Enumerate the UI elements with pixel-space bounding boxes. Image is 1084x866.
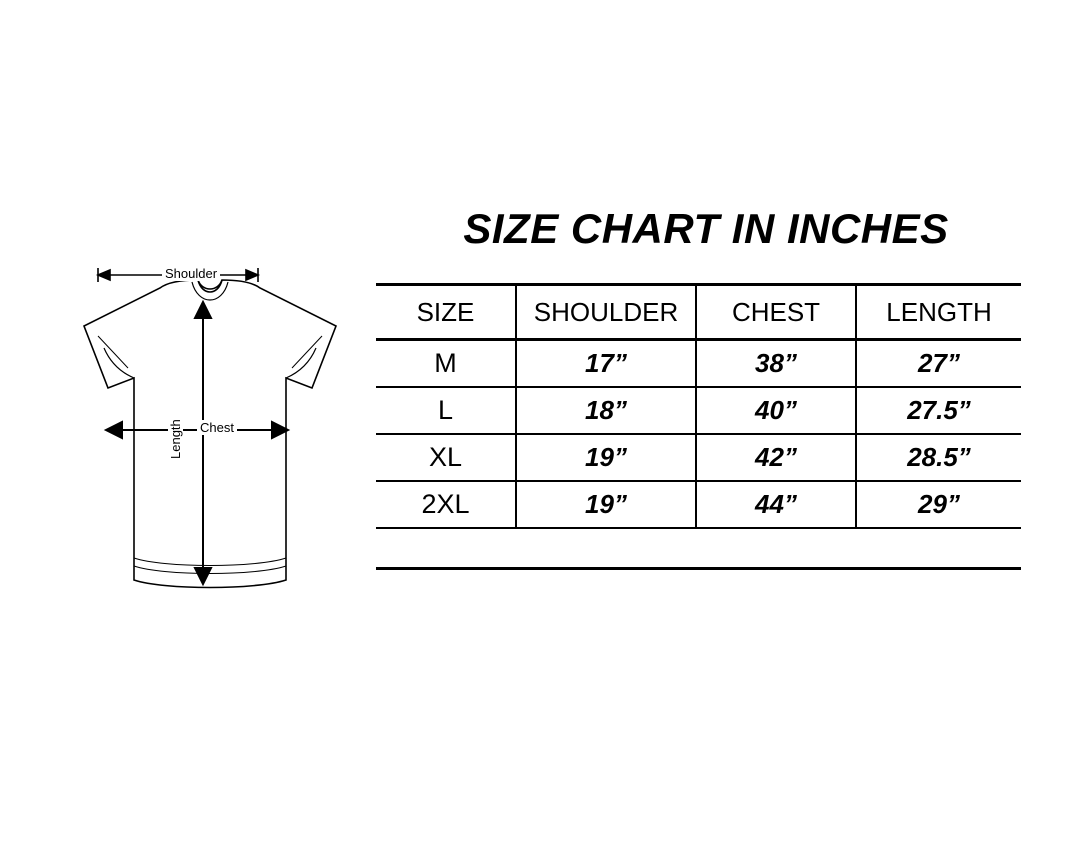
- cell-shoulder: 19”: [516, 481, 696, 528]
- table-row: [376, 434, 1021, 481]
- column-header-length: LENGTH: [856, 285, 1021, 340]
- cell-size: L: [376, 387, 516, 434]
- column-header-size: SIZE: [376, 285, 516, 340]
- size-chart-panel: [376, 205, 1036, 570]
- cell-shoulder: 19”: [516, 434, 696, 481]
- cell-length: 27.5”: [856, 387, 1021, 434]
- tshirt-diagram: [40, 240, 380, 620]
- cell-size: 2XL: [376, 481, 516, 528]
- table-bottom-divider: [376, 567, 1021, 570]
- cell-size: M: [376, 340, 516, 388]
- shoulder-dimension-label: Shoulder: [162, 266, 220, 281]
- table-row: [376, 481, 1021, 528]
- cell-size: XL: [376, 434, 516, 481]
- cell-shoulder: 18”: [516, 387, 696, 434]
- table-row: [376, 340, 1021, 388]
- cell-length: 28.5”: [856, 434, 1021, 481]
- cell-chest: 40”: [696, 387, 856, 434]
- chest-dimension-label: Chest: [197, 420, 237, 435]
- cell-chest: 38”: [696, 340, 856, 388]
- length-dimension-label: Length: [168, 416, 183, 462]
- cell-length: 29”: [856, 481, 1021, 528]
- cell-shoulder: 17”: [516, 340, 696, 388]
- chart-title: SIZE CHART IN INCHES: [463, 205, 949, 252]
- size-chart-table: [376, 283, 1021, 529]
- table-row: [376, 387, 1021, 434]
- cell-chest: 42”: [696, 434, 856, 481]
- column-header-shoulder: SHOULDER: [516, 285, 696, 340]
- cell-length: 27”: [856, 340, 1021, 388]
- column-header-chest: CHEST: [696, 285, 856, 340]
- cell-chest: 44”: [696, 481, 856, 528]
- table-header-row: [376, 285, 1021, 340]
